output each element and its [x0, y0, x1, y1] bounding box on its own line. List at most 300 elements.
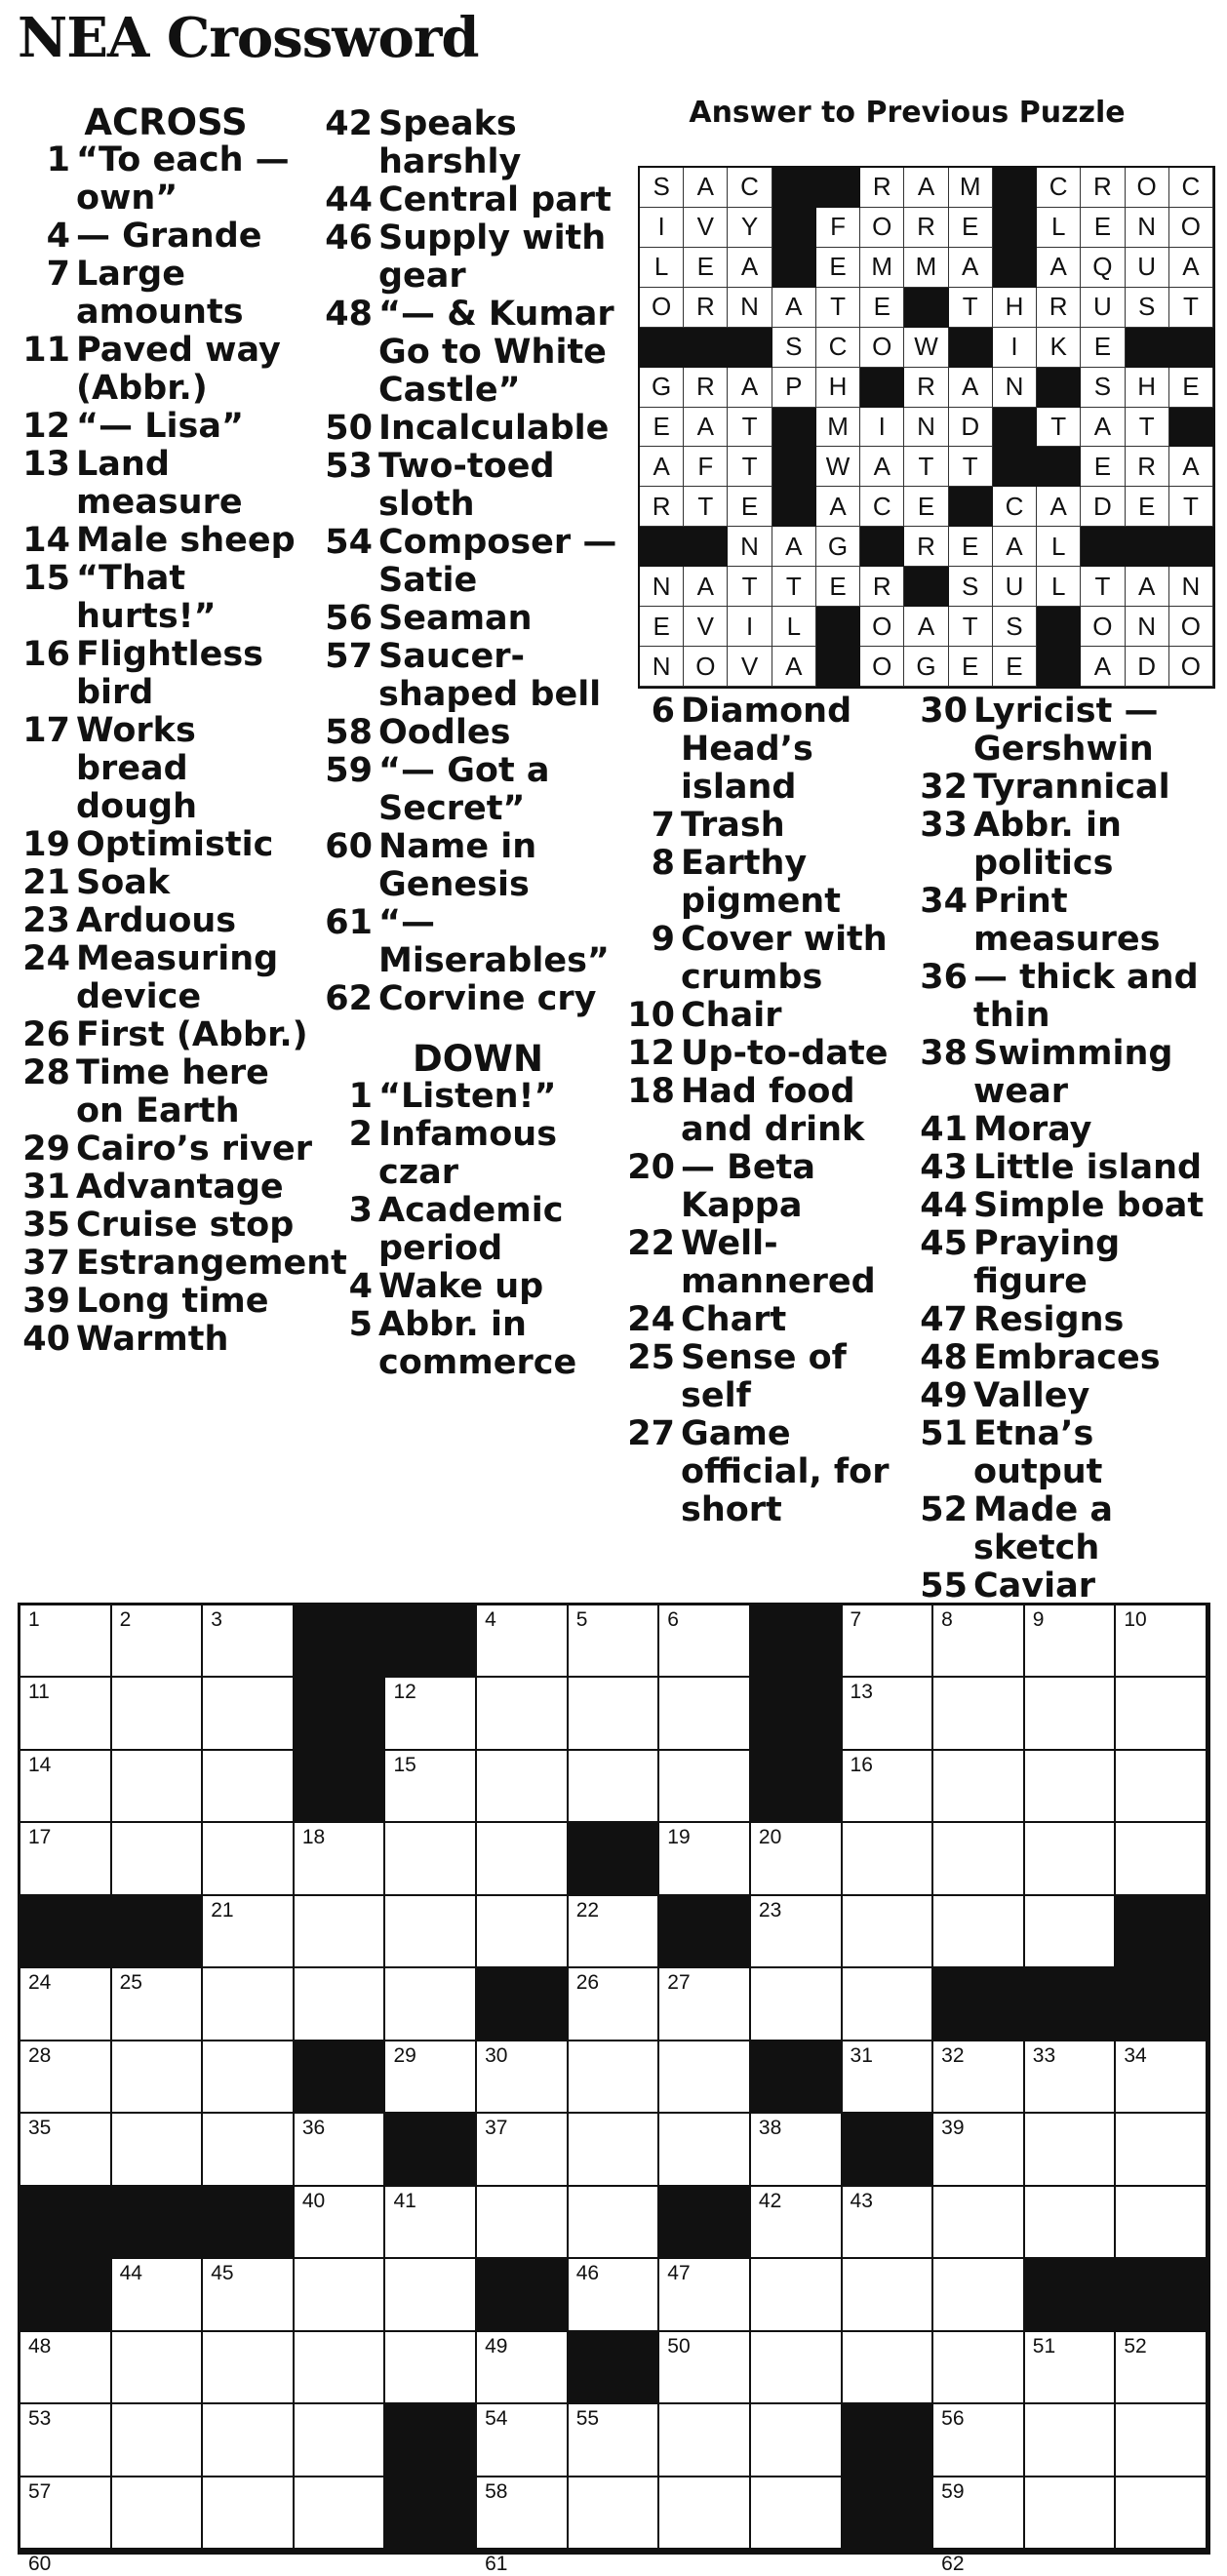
grid-cell[interactable] [477, 2404, 569, 2477]
grid-cell[interactable] [1116, 2114, 1207, 2186]
cell-number: 18 [301, 1826, 326, 1849]
grid-cell[interactable] [203, 2332, 295, 2404]
answer-cell: D [1081, 487, 1125, 527]
down-clue-number: 38 [920, 1034, 968, 1073]
down-clue-number: 5 [348, 1305, 373, 1344]
grid-cell[interactable] [112, 2404, 204, 2477]
grid-cell[interactable] [1025, 1823, 1117, 1895]
grid-cell[interactable] [569, 2259, 660, 2331]
grid-cell[interactable] [385, 2041, 477, 2114]
grid-cell[interactable] [933, 2332, 1025, 2404]
answer-black-square [1126, 527, 1169, 567]
answer-black-square [993, 248, 1037, 288]
grid-cell[interactable] [112, 1605, 204, 1678]
grid-cell[interactable] [295, 2477, 386, 2550]
down-clue-text: Chart [681, 1300, 787, 1339]
grid-cell[interactable] [477, 2187, 569, 2259]
answer-cell: R [1081, 168, 1125, 208]
grid-cell[interactable] [933, 2550, 1025, 2575]
grid-cell[interactable] [1025, 2187, 1117, 2259]
grid-cell[interactable] [112, 1968, 204, 2041]
cell-number: 44 [119, 2262, 142, 2285]
cell-number: 36 [301, 2117, 326, 2140]
across-column-2 [322, 105, 634, 1382]
grid-cell[interactable] [569, 2041, 660, 2114]
cell-number: 39 [941, 2117, 965, 2140]
grid-cell[interactable] [1116, 1678, 1207, 1750]
across-clue [20, 940, 312, 1016]
grid-cell[interactable] [203, 1605, 295, 1678]
grid-cell[interactable] [20, 1678, 112, 1750]
grid-cell[interactable] [295, 2259, 386, 2331]
grid-cell[interactable] [477, 1605, 569, 1678]
grid-cell[interactable] [1025, 2041, 1117, 2114]
grid-cell[interactable] [659, 2114, 751, 2186]
answer-cell: G [816, 527, 860, 567]
across-clue-number: 26 [22, 1015, 70, 1054]
grid-cell[interactable] [659, 2404, 751, 2477]
down-clue-number: 43 [920, 1148, 968, 1187]
across-clue-number: 42 [325, 104, 373, 143]
grid-cell[interactable] [751, 2332, 843, 2404]
answer-cell: L [772, 607, 816, 647]
grid-cell[interactable] [385, 2187, 477, 2259]
answer-cell: V [684, 607, 728, 647]
grid-cell[interactable] [203, 2477, 295, 2550]
grid-cell[interactable] [203, 2114, 295, 2186]
cell-number: 55 [575, 2407, 600, 2431]
grid-cell[interactable] [203, 2550, 295, 2552]
black-square [751, 1751, 843, 1823]
grid-cell[interactable] [1116, 2332, 1207, 2404]
grid-cell[interactable] [933, 2477, 1025, 2550]
grid-cell[interactable] [751, 1968, 843, 2041]
answer-cell: T [949, 447, 993, 487]
answer-cell: A [949, 248, 993, 288]
answer-cell: O [1169, 607, 1213, 647]
black-square [295, 1751, 386, 1823]
cell-number: 58 [485, 2479, 508, 2503]
grid-cell[interactable] [112, 2259, 204, 2331]
grid-cell[interactable] [477, 2477, 569, 2550]
answer-cell: N [993, 368, 1037, 408]
grid-cell[interactable] [843, 1678, 934, 1750]
down-clue-number: 55 [920, 1566, 968, 1605]
grid-cell[interactable] [203, 1968, 295, 2041]
answer-cell: R [904, 368, 948, 408]
down-clue-text: Earthy pigment [681, 844, 841, 921]
grid-cell[interactable] [477, 1751, 569, 1823]
grid-cell[interactable] [20, 1968, 112, 2041]
grid-cell[interactable] [203, 2041, 295, 2114]
grid-cell[interactable] [933, 1823, 1025, 1895]
answer-cell: A [684, 567, 728, 607]
grid-cell[interactable] [477, 2114, 569, 2186]
grid-cell[interactable] [112, 2550, 204, 2552]
answer-cell: O [860, 328, 904, 368]
across-clue [20, 712, 312, 826]
black-square [1025, 2259, 1117, 2331]
grid-cell[interactable] [569, 2550, 660, 2552]
grid-cell[interactable] [1116, 1823, 1207, 1895]
black-square [385, 2114, 477, 2186]
down-clue [917, 693, 1209, 769]
grid-cell[interactable] [659, 1678, 751, 1750]
across-clue-text: Composer — Satie [378, 523, 617, 600]
across-clue [322, 752, 634, 828]
grid-cell[interactable] [751, 2404, 843, 2477]
across-clue [20, 636, 312, 712]
grid-cell[interactable] [112, 2477, 204, 2550]
grid-cell[interactable] [843, 1751, 934, 1823]
grid-cell[interactable] [20, 2404, 112, 2477]
grid-cell[interactable] [659, 1751, 751, 1823]
grid-cell[interactable] [112, 1823, 204, 1895]
grid-cell[interactable] [843, 2187, 934, 2259]
grid-cell[interactable] [295, 1968, 386, 2041]
grid-cell[interactable] [659, 2477, 751, 2550]
answer-cell: R [1037, 288, 1081, 328]
cell-number: 3 [211, 1608, 222, 1631]
across-clue-number: 57 [325, 637, 373, 676]
down-clue [917, 1301, 1209, 1339]
across-clue-text: Land measure [76, 445, 243, 522]
grid-cell[interactable] [203, 2404, 295, 2477]
grid-cell[interactable] [569, 2187, 660, 2259]
grid-cell[interactable] [659, 2550, 751, 2552]
grid-cell[interactable] [843, 1605, 934, 1678]
grid-cell[interactable] [1116, 2041, 1207, 2114]
down-clue-number: 34 [920, 882, 968, 921]
grid-cell[interactable] [933, 1896, 1025, 1968]
grid-cell[interactable] [843, 2332, 934, 2404]
down-clue-number: 2 [348, 1115, 373, 1154]
down-clue-number: 9 [651, 920, 675, 959]
grid-cell[interactable] [385, 1896, 477, 1968]
black-square [569, 1823, 660, 1895]
across-clue [20, 826, 312, 864]
grid-cell[interactable] [933, 1605, 1025, 1678]
answer-cell: T [772, 567, 816, 607]
answer-cell: L [640, 248, 684, 288]
answer-cell: U [1081, 288, 1125, 328]
black-square [477, 2259, 569, 2331]
grid-cell[interactable] [203, 1896, 295, 1968]
grid-cell[interactable] [751, 1823, 843, 1895]
grid-cell[interactable] [751, 2477, 843, 2550]
answer-black-square [684, 527, 728, 567]
black-square [659, 2187, 751, 2259]
down-clue-text: Praying figure [973, 1224, 1121, 1301]
down-clue-text: Tyrannical [973, 768, 1170, 807]
across-clue-number: 60 [325, 827, 373, 866]
answer-cell: C [816, 328, 860, 368]
down-clue [624, 1339, 917, 1415]
grid-cell[interactable] [20, 2041, 112, 2114]
across-clue-number: 39 [22, 1282, 70, 1321]
cell-number: 4 [485, 1608, 496, 1631]
black-square [843, 2477, 934, 2550]
grid-cell[interactable] [112, 1678, 204, 1750]
answer-black-square [904, 567, 948, 607]
black-square [1116, 2259, 1207, 2331]
answer-cell: E [949, 647, 993, 687]
grid-cell[interactable] [569, 1968, 660, 2041]
down-clue [624, 997, 917, 1035]
down-clue-text: Game official, for short [681, 1414, 890, 1529]
across-clue-number: 7 [46, 255, 70, 294]
cell-number: 25 [119, 1971, 142, 1995]
grid-cell[interactable] [20, 1823, 112, 1895]
grid-cell[interactable] [20, 1751, 112, 1823]
grid-cell[interactable] [569, 2477, 660, 2550]
cell-number: 42 [758, 2189, 782, 2212]
answer-cell: R [1126, 447, 1169, 487]
answer-cell: C [860, 487, 904, 527]
down-clue [917, 1415, 1209, 1491]
across-clue-text: Cairo’s river [76, 1129, 312, 1169]
grid-cell[interactable] [751, 2187, 843, 2259]
answer-cell: A [993, 527, 1037, 567]
grid-cell[interactable] [1025, 1678, 1117, 1750]
grid-cell[interactable] [933, 2041, 1025, 2114]
across-clue-text: Speaks harshly [378, 104, 522, 181]
down-clue [322, 1268, 634, 1306]
grid-cell[interactable] [1025, 1896, 1117, 1968]
grid-cell[interactable] [295, 2114, 386, 2186]
grid-cell[interactable] [20, 2550, 112, 2575]
grid-cell[interactable] [751, 1896, 843, 1968]
black-square [751, 2550, 843, 2552]
grid-cell[interactable] [112, 2332, 204, 2404]
grid-cell[interactable] [385, 1823, 477, 1895]
grid-cell[interactable] [295, 2550, 386, 2552]
grid-cell[interactable] [1116, 2404, 1207, 2477]
grid-cell[interactable] [659, 1605, 751, 1678]
across-clue-number: 4 [46, 217, 70, 256]
grid-cell[interactable] [933, 2259, 1025, 2331]
grid-cell[interactable] [659, 1968, 751, 2041]
down-clue-number: 6 [651, 692, 675, 731]
answer-black-square [860, 527, 904, 567]
grid-cell[interactable] [569, 1678, 660, 1750]
grid-cell[interactable] [112, 2114, 204, 2186]
answer-cell: A [1169, 447, 1213, 487]
grid-cell[interactable] [659, 2041, 751, 2114]
grid-cell[interactable] [203, 1678, 295, 1750]
across-clue-text: Supply with gear [378, 218, 607, 296]
grid-cell[interactable] [295, 1823, 386, 1895]
grid-cell[interactable] [1025, 2550, 1117, 2552]
grid-cell[interactable] [385, 1678, 477, 1750]
across-clue [322, 828, 634, 904]
cell-number: 53 [28, 2407, 52, 2431]
grid-cell[interactable] [203, 2259, 295, 2331]
across-clue-number: 16 [22, 635, 70, 674]
grid-cell[interactable] [1025, 1751, 1117, 1823]
answer-cell: K [1037, 328, 1081, 368]
grid-cell[interactable] [203, 1823, 295, 1895]
answer-cell: R [640, 487, 684, 527]
grid-cell[interactable] [385, 2332, 477, 2404]
grid-cell[interactable] [20, 2114, 112, 2186]
answer-cell: W [816, 447, 860, 487]
grid-cell[interactable] [843, 2259, 934, 2331]
grid-cell[interactable] [843, 2041, 934, 2114]
grid-cell[interactable] [659, 2259, 751, 2331]
down-clue [917, 1111, 1209, 1149]
grid-cell[interactable] [933, 1751, 1025, 1823]
down-clue [322, 1306, 634, 1382]
down-clue-text: Trash [681, 806, 785, 845]
grid-cell[interactable] [569, 2114, 660, 2186]
answer-cell: T [949, 288, 993, 328]
grid-cell[interactable] [477, 1678, 569, 1750]
grid-cell[interactable] [1025, 2477, 1117, 2550]
cell-number: 8 [941, 1608, 953, 1631]
across-clue-text: Large amounts [76, 255, 244, 332]
answer-cell: O [1169, 208, 1213, 248]
grid-cell[interactable] [1116, 2477, 1207, 2550]
grid-cell[interactable] [1025, 2404, 1117, 2477]
grid-cell[interactable] [569, 1751, 660, 1823]
grid-cell[interactable] [20, 2477, 112, 2550]
answer-cell: N [1126, 607, 1169, 647]
cell-number: 50 [667, 2334, 691, 2358]
down-column-3 [917, 693, 1209, 1605]
across-clue-text: Saucer-shaped bell [378, 637, 602, 714]
black-square [477, 1968, 569, 2041]
down-clue [917, 1567, 1209, 1605]
answer-cell: A [772, 647, 816, 687]
grid-cell[interactable] [112, 1751, 204, 1823]
across-clue [20, 256, 312, 332]
across-clue-number: 40 [22, 1320, 70, 1359]
grid-cell[interactable] [477, 2332, 569, 2404]
down-clue-number: 1 [348, 1077, 373, 1116]
grid-cell[interactable] [295, 2187, 386, 2259]
grid-cell[interactable] [933, 2404, 1025, 2477]
down-clue-text: “Listen!” [378, 1077, 557, 1116]
grid-cell[interactable] [569, 2404, 660, 2477]
answer-cell: C [993, 487, 1037, 527]
across-clue-number: 31 [22, 1168, 70, 1207]
grid-cell[interactable] [477, 1896, 569, 1968]
grid-cell[interactable] [1116, 1751, 1207, 1823]
answer-cell: A [684, 168, 728, 208]
black-square [843, 2404, 934, 2477]
answer-cell: L [1037, 567, 1081, 607]
answer-cell: N [904, 408, 948, 448]
grid-cell[interactable] [295, 2404, 386, 2477]
grid-cell[interactable] [1025, 2332, 1117, 2404]
answer-black-square [640, 328, 684, 368]
black-square [385, 2404, 477, 2477]
across-clue-number: 12 [22, 407, 70, 446]
grid-cell[interactable] [751, 2259, 843, 2331]
grid-cell[interactable] [385, 2259, 477, 2331]
grid-cell[interactable] [295, 1896, 386, 1968]
grid-cell[interactable] [20, 2332, 112, 2404]
answer-cell: D [949, 408, 993, 448]
cell-number: 12 [393, 1681, 416, 1704]
across-clue-text: “— Miserables” [378, 903, 610, 980]
grid-cell[interactable] [477, 2041, 569, 2114]
grid-cell[interactable] [477, 1823, 569, 1895]
grid-cell[interactable] [385, 1968, 477, 2041]
grid-cell[interactable] [1025, 2114, 1117, 2186]
down-clue-number: 49 [920, 1376, 968, 1415]
grid-cell[interactable] [477, 2550, 569, 2575]
grid-cell[interactable] [385, 1751, 477, 1823]
answer-cell: C [1037, 168, 1081, 208]
answer-cell: A [728, 368, 772, 408]
grid-cell[interactable] [1116, 1605, 1207, 1678]
across-clue-text: “To each — own” [76, 140, 290, 218]
answer-cell: E [1081, 447, 1125, 487]
grid-cell[interactable] [569, 1896, 660, 1968]
grid-cell[interactable] [569, 1605, 660, 1678]
grid-cell[interactable] [843, 1823, 934, 1895]
cell-number: 2 [119, 1608, 132, 1631]
down-clue-text: Moray [973, 1110, 1092, 1149]
black-square [1116, 1968, 1207, 2041]
answer-black-square [1126, 328, 1169, 368]
across-clue-text: Estrangement [76, 1244, 347, 1283]
answer-cell: F [684, 447, 728, 487]
down-clue-text: Academic period [378, 1191, 564, 1268]
answer-cell: H [993, 288, 1037, 328]
down-clue-number: 22 [627, 1224, 675, 1263]
grid-cell[interactable] [659, 2332, 751, 2404]
black-square [295, 1678, 386, 1750]
grid-cell[interactable] [20, 1605, 112, 1678]
answer-cell: E [1169, 368, 1213, 408]
grid-cell[interactable] [843, 1968, 934, 2041]
answer-cell: T [1126, 408, 1169, 448]
grid-cell[interactable] [112, 2041, 204, 2114]
grid-cell[interactable] [933, 1678, 1025, 1750]
answer-cell: I [728, 607, 772, 647]
down-clue [917, 959, 1209, 1035]
down-clue-text: Infamous czar [378, 1115, 558, 1192]
down-clue [624, 1301, 917, 1339]
grid-cell[interactable] [1116, 2550, 1207, 2552]
answer-cell: O [860, 607, 904, 647]
across-clue [20, 1244, 347, 1283]
cell-number: 43 [850, 2189, 873, 2212]
grid-cell[interactable] [843, 1896, 934, 1968]
answer-black-square [1169, 408, 1213, 448]
grid-cell[interactable] [933, 2187, 1025, 2259]
answer-cell: O [860, 208, 904, 248]
crossword-grid [18, 1603, 1210, 2575]
grid-cell[interactable] [1025, 1605, 1117, 1678]
grid-cell[interactable] [203, 1751, 295, 1823]
down-clue-number: 51 [920, 1414, 968, 1453]
answer-cell: T [684, 487, 728, 527]
grid-cell[interactable] [659, 1823, 751, 1895]
grid-cell[interactable] [933, 2114, 1025, 2186]
down-clue-text: Swimming wear [973, 1034, 1173, 1111]
grid-cell[interactable] [1116, 2187, 1207, 2259]
answer-cell: E [640, 408, 684, 448]
down-column-2 [624, 693, 917, 1529]
black-square [112, 2187, 204, 2259]
grid-cell[interactable] [751, 2114, 843, 2186]
answer-cell: S [949, 567, 993, 607]
grid-cell[interactable] [295, 2332, 386, 2404]
